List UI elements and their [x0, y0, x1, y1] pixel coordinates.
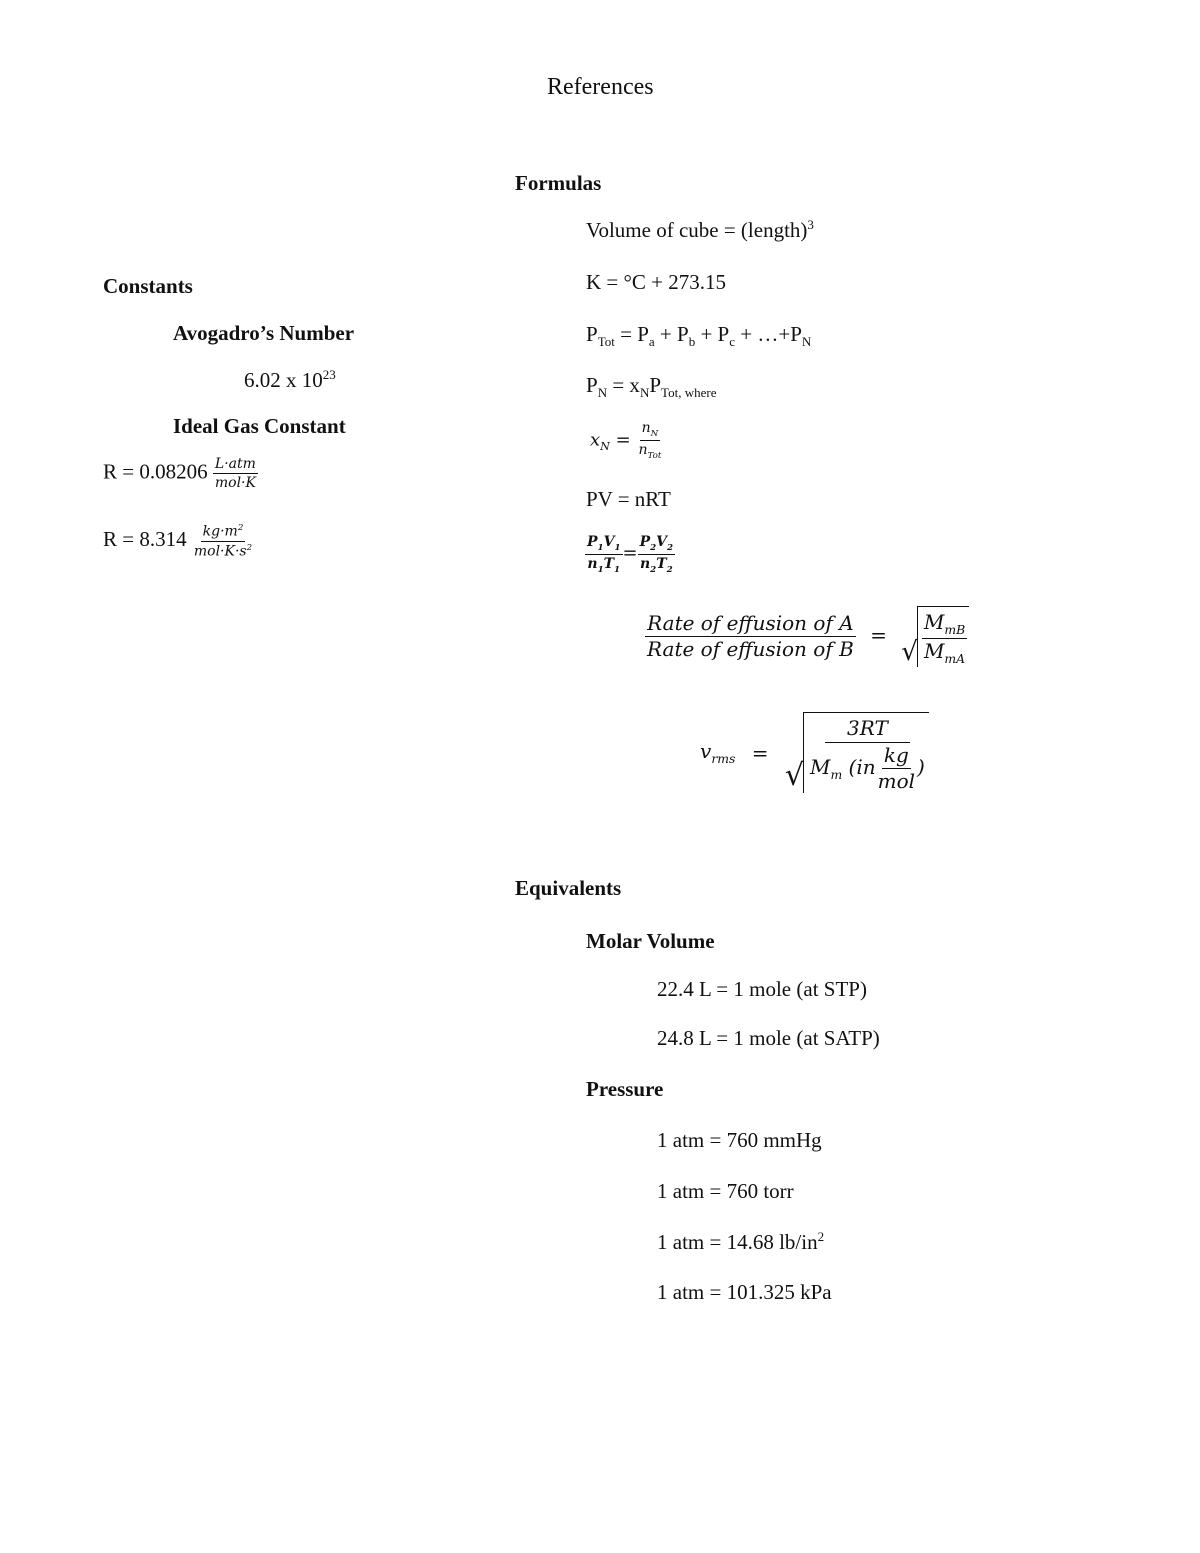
page-title: References	[547, 74, 654, 100]
pressure-kpa: 1 atm = 101.325 kPa	[657, 1280, 832, 1304]
equivalents-heading: Equivalents	[515, 876, 622, 900]
pressure-heading: Pressure	[586, 1077, 664, 1101]
formula-total-pressure: $P_{Tot} = P_a + P_b + P_c$ + $\dots+P_N$	[586, 322, 812, 350]
formula-volume-cube: Volume of cube = (length)$^3$	[586, 217, 814, 242]
formula-kelvin: K = °C + 273.15	[586, 270, 727, 294]
gas-constant-r1: R = 0.08206 $\frac{\text{L·atm}}{\text{mol·K}}$	[103, 456, 256, 492]
gas-constant-heading: Ideal Gas Constant	[173, 414, 346, 438]
avogadro-value: 6.02 x $10^{23}$	[244, 367, 336, 392]
avogadro-heading: Avogadro’s Number	[173, 321, 355, 345]
pressure-mmhg: 1 atm = 760 mmHg	[657, 1128, 822, 1152]
formulas-heading: Formulas	[515, 171, 602, 195]
constants-heading: Constants	[103, 274, 193, 298]
formula-rms-speed: $v_{rms}$ = √ 3RT $M_m$ (in $\frac{kg}{\text{mol}}$ )	[700, 712, 929, 793]
pressure-psi: 1 atm = 14.68 $lb/in^2$	[657, 1229, 825, 1254]
gas-constant-r2: R = 8.314 $\frac{kg\cdot m^2}{mol\cdot K\cdot s^2}$	[103, 523, 253, 560]
molar-volume-heading: Molar Volume	[586, 929, 715, 953]
formula-combined-gas-law: $\frac{P_1V_1}{n_1T_1}$ = $\frac{P_2V_2}{n_2T_2}$	[587, 534, 674, 575]
formula-partial-pressure: $P_N = x_NP_{Tot, where}$	[586, 373, 717, 401]
formula-ideal-gas-law: PV = nRT	[586, 487, 671, 511]
pressure-torr: 1 atm = 760 torr	[657, 1179, 794, 1203]
formula-mole-fraction: $x_N$ = $\frac{n_N}{n_{Tot}}$	[590, 420, 662, 461]
formula-grahams-law: $\frac{\text{Rate of effusion of A}}{\text{Rate of effusion of B}}$ = √ $\frac{M_{mB}}{M_{mA}}$	[645, 606, 969, 667]
molar-volume-satp: 24.8 L = 1 mole (at SATP)	[657, 1026, 880, 1050]
molar-volume-stp: 22.4 L = 1 mole (at STP)	[657, 977, 867, 1001]
